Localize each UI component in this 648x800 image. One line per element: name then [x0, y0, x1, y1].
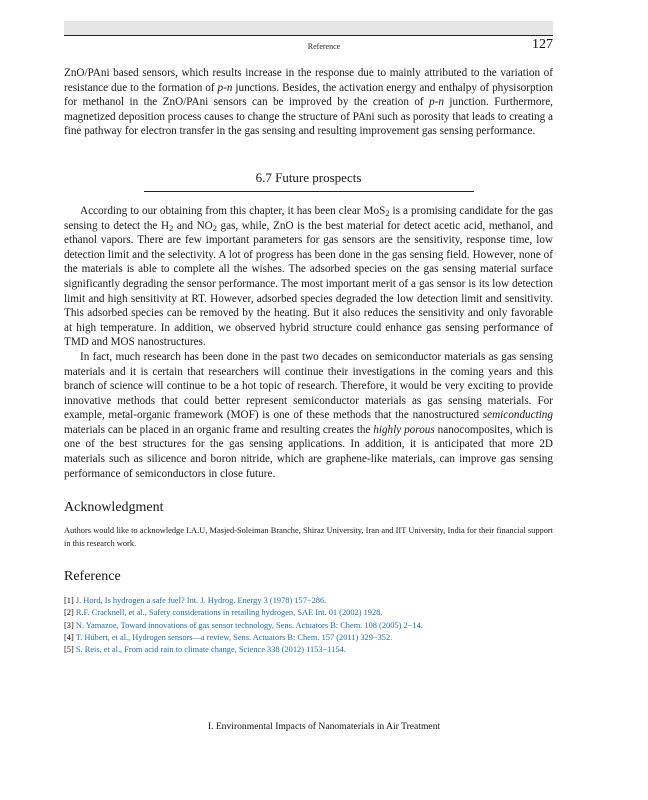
page-content — [64, 66, 553, 656]
reference-link[interactable]: J. Hord, Is hydrogen a safe fuel? Int. J. Hydrog. Energy 3 (1978) 157−286. — [75, 596, 327, 606]
acknowledgment-text: Authors would like to acknowledge I.A.U, Masjed-Soleiman Branche, Shiraz University, Iran and IIT University, India for their financial support in this research work. — [64, 526, 553, 548]
running-head: Reference — [307, 42, 341, 51]
reference-link[interactable]: N. Yamazoe, Toward innovations of gas sensor technology, Sens. Actuators B: Chem. 108 (2005) 2−14. — [75, 620, 423, 630]
p1-text-a: According to our obtaining from this chapter, it has been clear MoS — [80, 204, 386, 217]
reference-item — [64, 644, 553, 656]
intro-text-3: junction. Furthermore, magnetized deposition process causes to change the structure of PAni such as porosity that leads to creating a fine pathway for electron transfer in the gas sensing and resulting improvement gas sensing performance. — [64, 96, 553, 138]
reference-number: [2] — [64, 608, 74, 618]
header-rule — [64, 35, 553, 36]
reference-link[interactable]: S. Reis, et al., From acid rain to climate change, Science 338 (2012) 1153−1154. — [75, 645, 346, 655]
p2-emphasis-1: semiconducting — [482, 409, 553, 422]
p2-text-c: nanocomposites, which is one of the best structures for the gas sensing applications. In addition, it is anticipated that more 2D materials such as silicence and boron nitride, which are graphene-like materials, can improve gas sensing performance of semiconductors in close future. — [64, 423, 553, 480]
reference-item — [64, 620, 553, 632]
p2-text-a: In fact, much research has been done in the past two decades on semiconductor materials as gas sensing materials and it is certain that researchers will continue their investigations in the coming years and this branch of science will continue to be a hot topic of research. Therefore, it would be very exciting to provide innovative methods that could better represent semiconductor materials as gas sensing materials. For example, metal-organic framework (MOF) is one of these methods that the nanostructured — [64, 350, 553, 422]
reference-number: [4] — [64, 632, 74, 642]
p1-text-c: and NO — [173, 219, 213, 232]
p1-subscript-2: 2 — [169, 223, 174, 233]
p1-subscript-1: 2 — [385, 209, 390, 219]
page-footer: I. Environmental Impacts of Nanomaterials in Air Treatment — [207, 721, 441, 732]
intro-emphasis-1: p-n — [217, 81, 233, 94]
p1-text-b: is a promising candidate for the gas sensing to detect the H — [64, 204, 553, 232]
reference-number: [3] — [64, 620, 74, 630]
reference-item — [64, 632, 553, 644]
intro-text-1: ZnO/PAni based sensors, which results increase in the response due to mainly attributed to the variation of resistance due to the formation of — [64, 67, 553, 94]
p1-subscript-3: 2 — [212, 223, 217, 233]
header-band — [64, 21, 553, 35]
intro-paragraph — [64, 66, 553, 139]
reference-list — [64, 595, 553, 656]
section-rule — [144, 191, 474, 192]
intro-text-2: junctions. Besides, the activation energy and enthalpy of physisorption for methanol in the ZnO/PAni sensors can be improved by the creation of — [64, 81, 553, 109]
reference-heading: Reference — [64, 569, 121, 585]
reference-item — [64, 607, 553, 619]
p2-emphasis-2: highly porous — [373, 423, 435, 436]
future-paragraph-2 — [64, 350, 553, 481]
p2-text-b: materials can be placed in an organic frame and resulting creates the — [64, 423, 374, 436]
reference-number: [5] — [64, 645, 74, 655]
p1-text-d: gas, while, ZnO is the best material for detect acetic acid, methanol, and ethanol vapors. There are few important parameters for gas sensors are the sensitivity, response time, low detection limit and the selectivity. A lot of progress has been done in the gas sensing field. However, none of the materials is able to complete all the wishes. The adsorbed species on the gas sensing material surface significantly degrading the sensor performance. The most important merit of a gas sensor is its low detection limit and high sensitivity at RT. However, adsorbed species degraded the low detection limit and sensitivity. This adsorbed species can be removed by the heating. But it also reduces the sensitivity and only favorable at high temperature. In addition, we observed hybrid structure could enhance gas sensing performance of TMD and MOS nanostructures. — [64, 219, 554, 349]
reference-number: [1] — [64, 596, 74, 606]
section-title: 6.7 Future prospects — [255, 169, 362, 185]
reference-link[interactable]: R.F. Cracknell, et al., Safety considerations in retailing hydrogen, SAE Int. 01 (2002) 1928. — [75, 608, 383, 618]
reference-item — [64, 595, 553, 607]
future-paragraph-1 — [64, 204, 553, 350]
intro-emphasis-2: p-n — [429, 96, 444, 109]
acknowledgment-heading: Acknowledgment — [64, 500, 164, 516]
reference-link[interactable]: T. Hübert, et al., Hydrogen sensors—a review, Sens. Actuators B: Chem. 157 (2011) 329−352. — [75, 632, 393, 642]
page-number: 127 — [532, 37, 553, 52]
